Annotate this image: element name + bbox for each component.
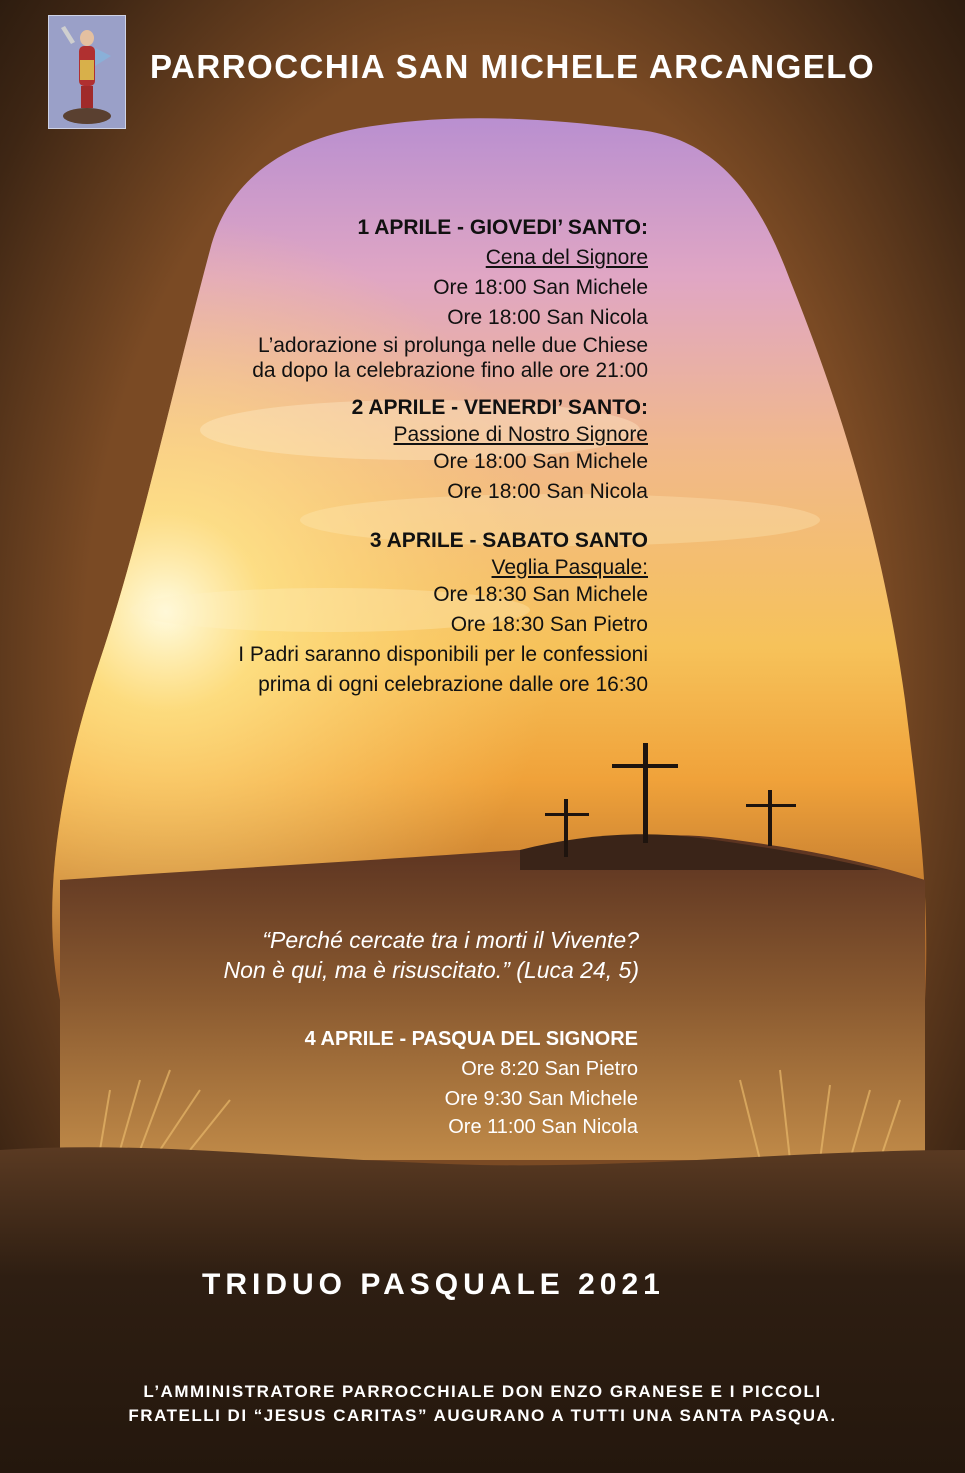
schedule-friday xyxy=(352,393,648,507)
footer-greeting xyxy=(40,1380,925,1428)
schedule-line: Ore 18:00 San Nicola xyxy=(447,306,648,329)
schedule-line: L’adorazione si prolunga nelle due Chiese xyxy=(258,334,648,357)
easter-line: Ore 8:20 San Pietro xyxy=(461,1058,638,1080)
schedule-heading: 2 APRILE - VENERDI’ SANTO: xyxy=(351,396,648,419)
easter-line: Ore 9:30 San Michele xyxy=(444,1088,638,1110)
easter-heading: 4 APRILE - PASQUA DEL SIGNORE xyxy=(304,1028,638,1050)
schedule-line: Ore 18:00 San Nicola xyxy=(447,480,648,503)
bible-quote xyxy=(224,925,639,985)
schedule-thursday xyxy=(252,213,648,383)
schedule-easter xyxy=(305,1024,638,1140)
saint-michael-statue-icon xyxy=(49,16,125,128)
schedule-heading: 1 APRILE - GIOVEDI’ SANTO: xyxy=(357,216,648,239)
schedule-line: Ore 18:30 San Pietro xyxy=(450,613,648,636)
quote-line: Non è qui, ma è risuscitato.” (Luca 24, 5) xyxy=(223,957,639,983)
saint-michael-logo xyxy=(48,15,126,129)
schedule-subtitle: Veglia Pasquale: xyxy=(491,556,648,579)
schedule-heading: 3 APRILE - SABATO SANTO xyxy=(369,529,648,552)
page-title: PARROCCHIA SAN MICHELE ARCANGELO xyxy=(150,48,876,85)
schedule-subtitle: Passione di Nostro Signore xyxy=(393,423,648,446)
schedule-line: Ore 18:30 San Michele xyxy=(433,583,648,606)
quote-line: “Perché cercate tra i morti il Vivente? xyxy=(262,927,639,953)
schedule-line: I Padri saranno disponibili per le confessioni xyxy=(238,643,648,666)
footer-line: FRATELLI DI “JESUS CARITAS” AUGURANO A TUTTI UNA SANTA PASQUA. xyxy=(128,1406,837,1425)
easter-line: Ore 11:00 San Nicola xyxy=(448,1116,638,1138)
schedule-line: Ore 18:00 San Michele xyxy=(433,276,648,299)
schedule-line: prima di ogni celebrazione dalle ore 16:30 xyxy=(258,673,648,696)
triduo-banner: TRIDUO PASQUALE 2021 xyxy=(202,1268,665,1301)
schedule-saturday xyxy=(238,526,648,700)
schedule-subtitle: Cena del Signore xyxy=(485,246,648,269)
footer-line: L’AMMINISTRATORE PARROCCHIALE DON ENZO GRANESE E I PICCOLI xyxy=(143,1382,822,1401)
schedule-line: da dopo la celebrazione fino alle ore 21:00 xyxy=(252,359,648,382)
schedule-line: Ore 18:00 San Michele xyxy=(433,450,648,473)
